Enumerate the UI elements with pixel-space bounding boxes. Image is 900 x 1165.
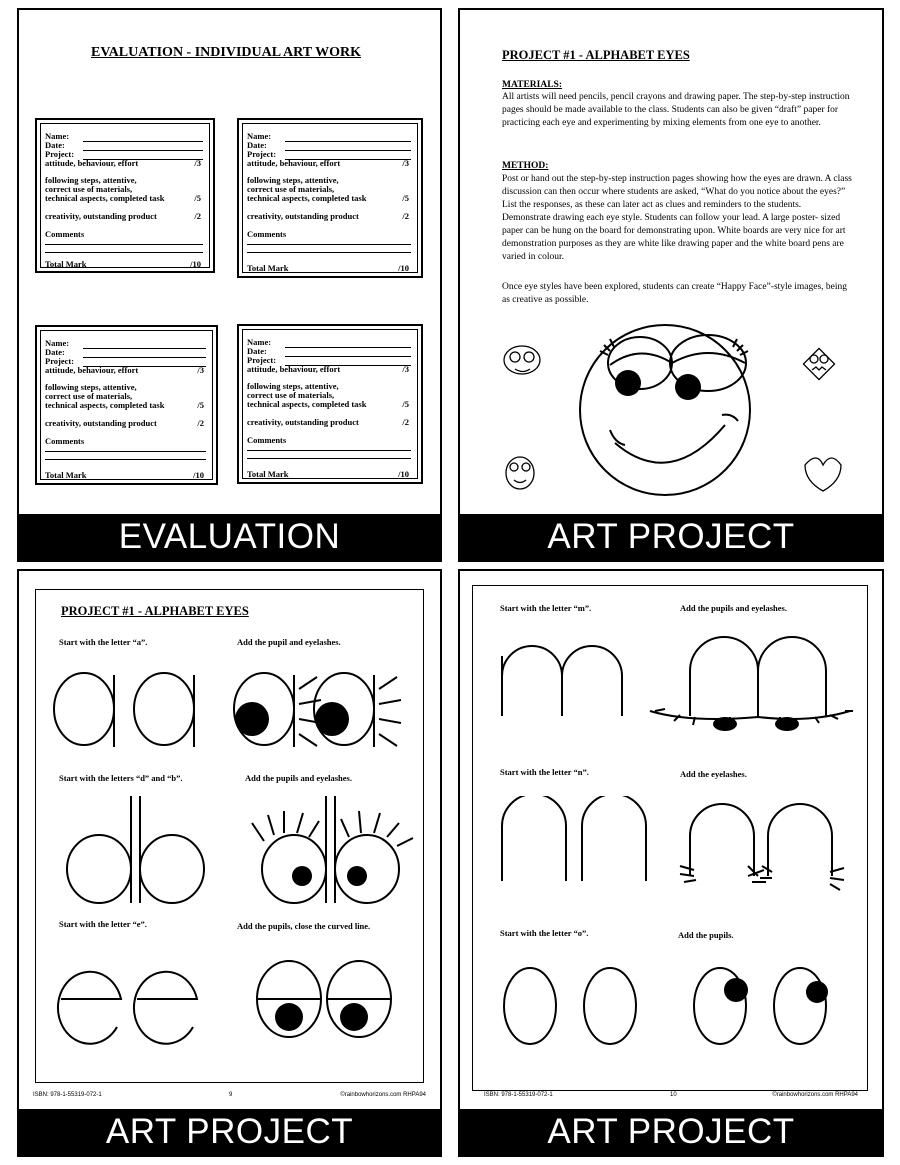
total-label: Total Mark [45, 259, 87, 269]
comments-label: Comments [247, 435, 287, 445]
project-label: Project: [45, 149, 75, 159]
step-n-right-label: Add the eyelashes. [680, 769, 747, 779]
project-title: PROJECT #1 - ALPHABET EYES [502, 48, 690, 62]
total-max: /10 [398, 263, 409, 273]
page-9-copyright: ©rainbowhorizons.com RHPA94 [340, 1092, 426, 1098]
project-label: Project: [45, 356, 75, 366]
criterion-steps-c: technical aspects, completed task [247, 193, 367, 203]
criterion-effort-max: /3 [402, 158, 409, 168]
date-label: Date: [247, 140, 267, 150]
criterion-steps-b: correct use of materials, [45, 184, 133, 194]
evaluation-banner: EVALUATION [19, 514, 440, 560]
total-max: /10 [190, 259, 201, 269]
criterion-creativity-max: /2 [402, 211, 409, 221]
criterion-effort: attitude, behaviour, effort [247, 158, 341, 168]
step-m-right-label: Add the pupils and eyelashes. [680, 603, 787, 613]
criterion-effort-max: /3 [402, 364, 409, 374]
criterion-steps-a: following steps, attentive, [45, 175, 137, 185]
page-10-banner: ART PROJECT [460, 1109, 882, 1155]
criterion-creativity: creativity, outstanding product [247, 417, 359, 427]
criterion-creativity: creativity, outstanding product [45, 211, 157, 221]
project-description-page [458, 8, 884, 562]
criterion-steps-b: correct use of materials, [45, 391, 133, 401]
step-a-left-label: Start with the letter “a”. [59, 637, 148, 647]
criterion-creativity: creativity, outstanding product [247, 211, 359, 221]
name-label: Name: [247, 131, 272, 141]
step-db-right-label: Add the pupils and eyelashes. [245, 773, 352, 783]
method-text: Post or hand out the step-by-step instruction pages showing how the eyes are drawn. A class discussion can then occur where students are asked, “What do you notice about the eyes?” List the responses, as these can later act as clues and reminders to the students. Demonstrate drawing each eye style. Students can follow your lead. A large poster- sized paper can be hung on the board for demonstrating upon. White boards are very nice for art demonstration purposes as they are white like drawing paper and the white board pens are varied in colour. [502, 174, 852, 262]
step-db-left-label: Start with the letters “d” and “b”. [59, 773, 183, 783]
criterion-steps-a: following steps, attentive, [247, 381, 339, 391]
step-e-left-label: Start with the letter “e”. [59, 919, 147, 929]
criterion-creativity-max: /2 [194, 211, 201, 221]
materials-text: All artists will need pencils, pencil crayons and drawing paper. The step-by-step instruction pages should be made available to the class. Students can also be given “draft” paper for practicing each eye and experimenting by mixing elements from one eye to another. [502, 92, 850, 128]
instruction-page-10 [458, 569, 884, 1157]
criterion-creativity-max: /2 [197, 418, 204, 428]
comments-label: Comments [247, 229, 287, 239]
evaluation-card [35, 325, 218, 485]
criterion-steps-max: /5 [194, 193, 201, 203]
name-label: Name: [247, 337, 272, 347]
total-label: Total Mark [247, 469, 289, 479]
page-9-banner: ART PROJECT [19, 1109, 440, 1155]
criterion-steps-max: /5 [402, 399, 409, 409]
step-o-left-label: Start with the letter “o”. [500, 928, 589, 938]
criterion-steps-c: technical aspects, completed task [247, 399, 367, 409]
criterion-steps-b: correct use of materials, [247, 390, 335, 400]
step-m-left-label: Start with the letter “m”. [500, 603, 592, 613]
criterion-steps-c: technical aspects, completed task [45, 193, 165, 203]
letter-e-illustration [49, 949, 419, 1049]
total-max: /10 [193, 470, 204, 480]
materials-heading: MATERIALS: [502, 80, 562, 90]
page-9-title: PROJECT #1 - ALPHABET EYES [61, 604, 249, 618]
letter-o-illustration [490, 956, 860, 1056]
evaluation-card [237, 324, 423, 484]
criterion-effort-max: /3 [197, 365, 204, 375]
date-label: Date: [45, 140, 65, 150]
method-heading: METHOD: [502, 161, 549, 171]
project-label: Project: [247, 149, 277, 159]
criterion-effort-max: /3 [194, 158, 201, 168]
evaluation-page [17, 8, 442, 562]
page-10-copyright: ©rainbowhorizons.com RHPA94 [772, 1092, 858, 1098]
project-description-banner: ART PROJECT [460, 514, 882, 560]
criterion-steps-a: following steps, attentive, [45, 382, 137, 392]
happy-face-illustration [460, 315, 884, 515]
comments-label: Comments [45, 229, 85, 239]
step-n-left-label: Start with the letter “n”. [500, 767, 589, 777]
date-label: Date: [45, 347, 65, 357]
step-e-right-label: Add the pupils, close the curved line. [237, 921, 371, 931]
closing-text: Once eye styles have been explored, students can create “Happy Face”-style images, being as creative as possible. [502, 282, 848, 305]
criterion-effort: attitude, behaviour, effort [45, 158, 139, 168]
criterion-steps-c: technical aspects, completed task [45, 400, 165, 410]
date-label: Date: [247, 346, 267, 356]
evaluation-card [237, 118, 423, 278]
name-label: Name: [45, 131, 70, 141]
letter-n-illustration [490, 796, 860, 906]
criterion-steps-max: /5 [197, 400, 204, 410]
page-9-number: 9 [229, 1092, 233, 1098]
total-label: Total Mark [45, 470, 87, 480]
page-10-number: 10 [670, 1092, 677, 1098]
page-10-isbn: ISBN: 978-1-55319-072-1 [484, 1092, 553, 1098]
criterion-creativity-max: /2 [402, 417, 409, 427]
comments-label: Comments [45, 436, 85, 446]
letter-m-illustration [490, 631, 860, 741]
instruction-page-9 [17, 569, 442, 1157]
evaluation-card [35, 118, 215, 273]
letters-db-illustration [49, 791, 419, 911]
step-a-right-label: Add the pupil and eyelashes. [237, 637, 341, 647]
criterion-creativity: creativity, outstanding product [45, 418, 157, 428]
total-max: /10 [398, 469, 409, 479]
letter-a-illustration [49, 659, 419, 759]
criterion-steps-a: following steps, attentive, [247, 175, 339, 185]
name-label: Name: [45, 338, 70, 348]
evaluation-title: EVALUATION - INDIVIDUAL ART WORK [91, 45, 361, 60]
step-o-right-label: Add the pupils. [678, 930, 734, 940]
page-9-isbn: ISBN: 978-1-55319-072-1 [33, 1092, 102, 1098]
project-label: Project: [247, 355, 277, 365]
criterion-effort: attitude, behaviour, effort [247, 364, 341, 374]
total-label: Total Mark [247, 263, 289, 273]
criterion-steps-max: /5 [402, 193, 409, 203]
criterion-steps-b: correct use of materials, [247, 184, 335, 194]
criterion-effort: attitude, behaviour, effort [45, 365, 139, 375]
